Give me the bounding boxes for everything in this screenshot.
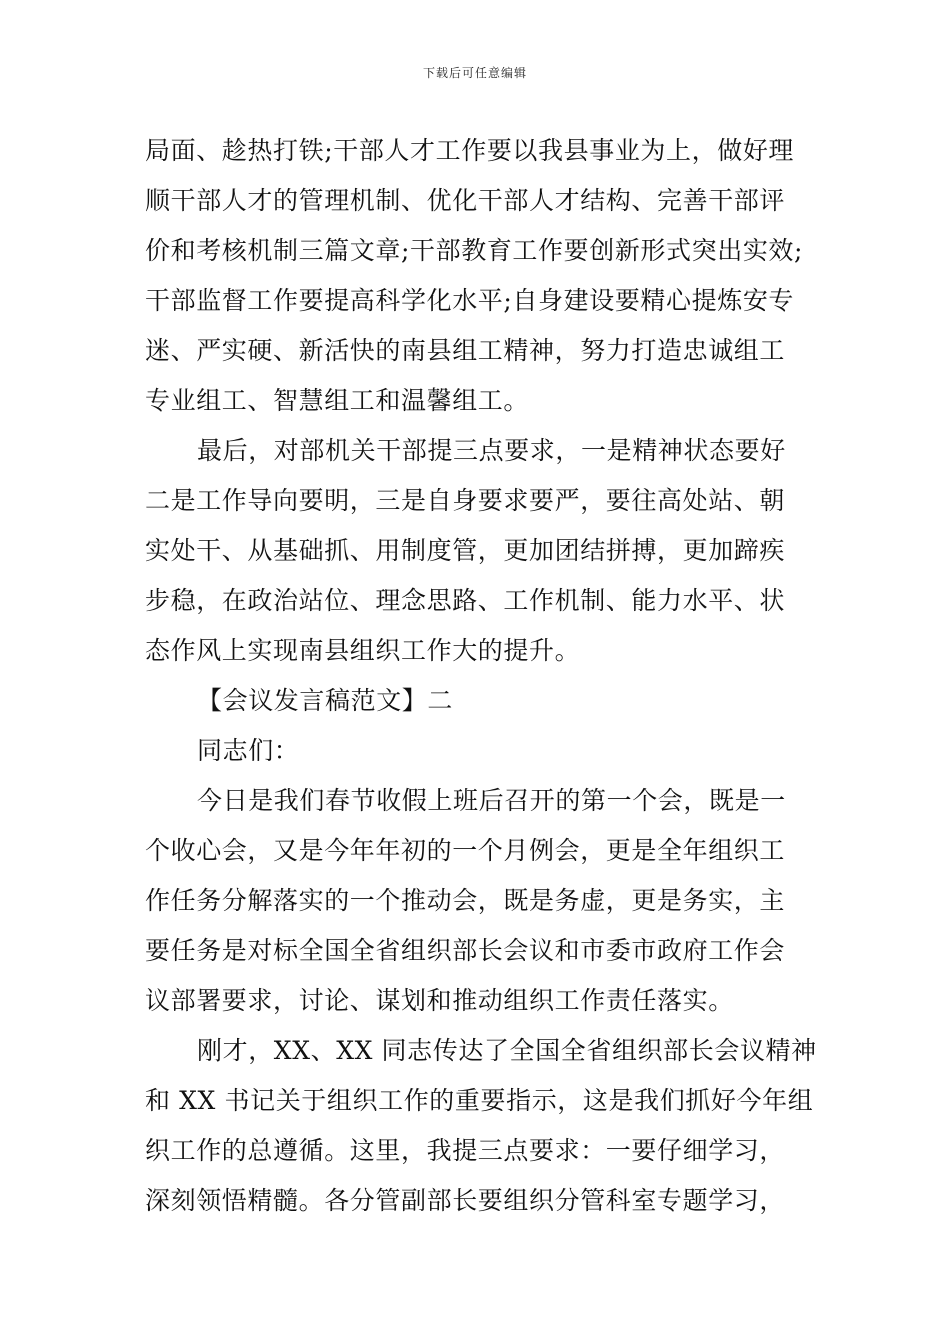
text-line: 专业组工、智慧组工和温馨组工。 bbox=[145, 386, 530, 415]
section-heading: 【会议发言稿范文】二 bbox=[197, 686, 454, 715]
text-line: 顺干部人才的管理机制、优化干部人才结构、完善干部评 bbox=[145, 186, 786, 215]
paragraph-start-line: 今日是我们春节收假上班后召开的第一个会，既是一 bbox=[197, 786, 786, 815]
text-line: 个收心会，又是今年年初的一个月例会，更是全年组织工 bbox=[145, 836, 786, 865]
text-line: 干部监督工作要提高科学化水平;自身建设要精心提炼安专 bbox=[145, 286, 795, 315]
text-line: 价和考核机制三篇文章;干部教育工作要创新形式突出实效; bbox=[145, 236, 804, 265]
page-header-note: 下载后可任意编辑 bbox=[422, 66, 527, 80]
salutation: 同志们： bbox=[197, 736, 300, 765]
text-line: 织工作的总遵循。这里，我提三点要求：一要仔细学习， bbox=[145, 1136, 786, 1165]
text-line: 作任务分解落实的一个推动会，既是务虚，更是务实，主 bbox=[145, 886, 786, 915]
text-line: 议部署要求，讨论、谋划和推动组织工作责任落实。 bbox=[145, 986, 734, 1015]
text-line: 态作风上实现南县组织工作大的提升。 bbox=[145, 636, 581, 665]
text-line: 和 XX 书记关于组织工作的重要指示，这是我们抓好今年组 bbox=[145, 1086, 814, 1115]
text-line: 迷、严实硬、新活快的南县组工精神，努力打造忠诚组工 bbox=[145, 336, 786, 365]
document-body bbox=[145, 126, 825, 1226]
text-line: 深刻领悟精髓。各分管副部长要组织分管科室专题学习， bbox=[145, 1186, 786, 1215]
text-line: 二是工作导向要明，三是自身要求要严，要往高处站、朝 bbox=[145, 486, 786, 515]
paragraph-start-line: 最后，对部机关干部提三点要求，一是精神状态要好 bbox=[197, 436, 786, 465]
text-line: 实处干、从基础抓、用制度管，更加团结拼搏，更加蹄疾 bbox=[145, 536, 786, 565]
text-line: 局面、趁热打铁;干部人才工作要以我县事业为上，做好理 bbox=[145, 136, 795, 165]
text-line: 步稳，在政治站位、理念思路、工作机制、能力水平、状 bbox=[145, 586, 786, 615]
text-line: 要任务是对标全国全省组织部长会议和市委市政府工作会 bbox=[145, 936, 786, 965]
paragraph-start-line: 刚才，XX、XX 同志传达了全国全省组织部长会议精神 bbox=[197, 1036, 817, 1065]
